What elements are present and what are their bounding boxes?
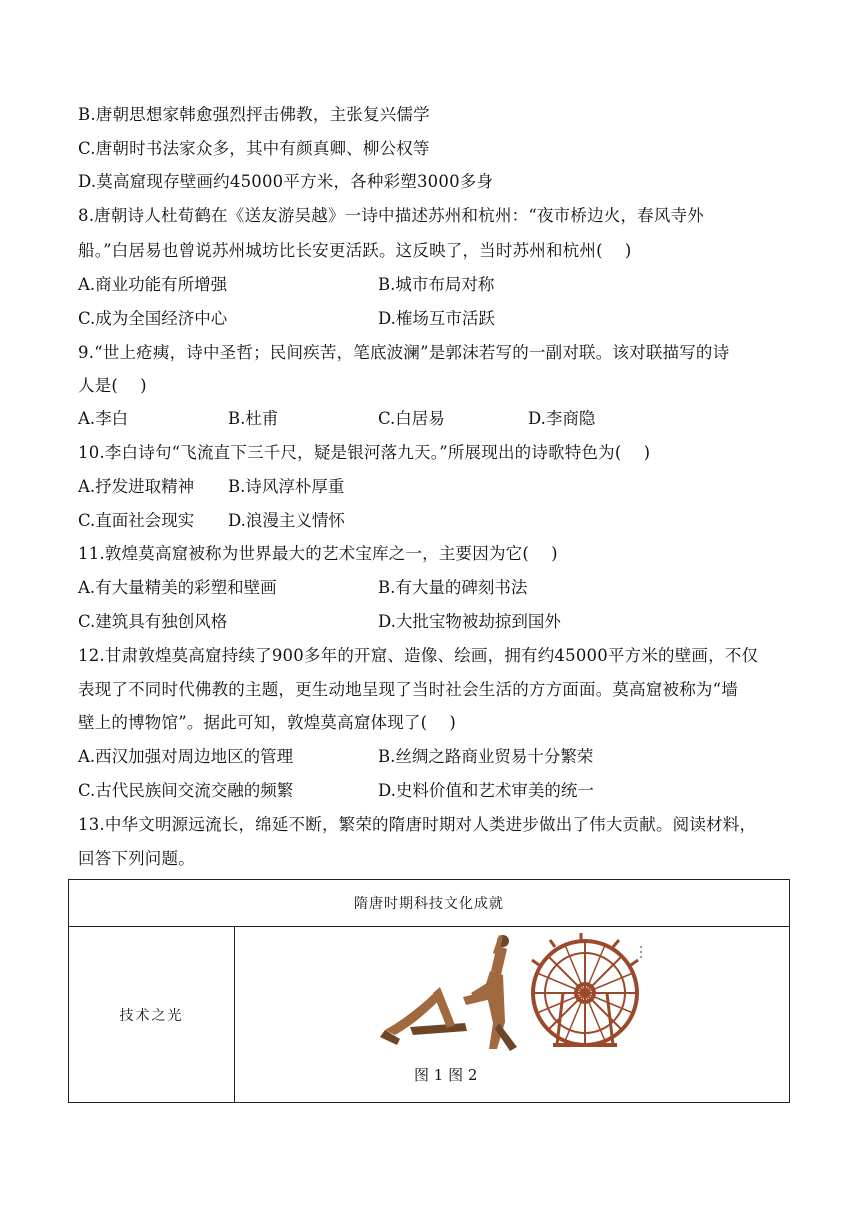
q10-stem: 10.李白诗句“飞流直下三千尺，疑是银河落九天。”所展现出的诗歌特色为( ) [78,443,651,462]
q13-stem-line1: 13.中华文明源远流长，绵延不断，繁荣的隋唐时期对人类进步做出了伟大贡献。阅读材料， [78,815,757,834]
q12-stem-line3: 壁上的博物馆”。据此可知，敦煌莫高窟体现了( ) [78,713,457,732]
q9-option-a: A.李白 [78,409,129,428]
plow-figure [380,987,500,1045]
q11-option-b: B.有大量的碑刻书法 [378,578,528,597]
q8-option-c: C.成为全国经济中心 [78,309,228,328]
q12-stem-line1: 12.甘肃敦煌莫高窟持续了900多年的开窟、造像、绘画，拥有约45000平方米的壁画，不仅 [78,646,759,665]
q11-stem: 11.敦煌莫高窟被称为世界最大的艺术宝库之一，主要因为它( ) [78,544,558,563]
q10-option-d: D.浪漫主义情怀 [228,511,345,530]
q12-stem-line2: 表现了不同时代佛教的主题，更生动地呈现了当时社会生活的方方面面。莫高窟被称为“墙 [78,680,738,699]
q8-option-a: A.商业功能有所增强 [78,275,228,294]
q11-option-a: A.有大量精美的彩塑和壁画 [78,578,277,597]
q8-stem-line2: 船。”白居易也曾说苏州城坊比长安更活跃。这反映了，当时苏州和杭州( ) [78,241,632,260]
q12-option-a: A.西汉加强对周边地区的管理 [78,747,294,766]
q12-option-d: D.史料价值和艺术审美的统一 [378,781,594,800]
q11-option-c: C.建筑具有独创风格 [78,612,228,631]
q8-option-b: B.城市布局对称 [378,275,495,294]
dot-marks [640,946,642,958]
q8-stem-line1: 8.唐朝诗人杜荀鹤在《送友游吴越》一诗中描述苏州和杭州：“夜市桥边火，春风寺外 [78,206,704,225]
q10-option-a: A.抒发进取精神 [78,477,195,496]
q7-option-d: D.莫高窟现存壁画约45000平方米，各种彩塑3000多身 [78,172,494,191]
q12-option-c: C.古代民族间交流交融的频繁 [78,781,294,800]
q9-option-c: C.白居易 [378,409,445,428]
q11-option-d: D.大批宝物被劫掠到国外 [378,612,561,631]
figures-illustration [235,927,789,1102]
table-header: 隋唐时期科技文化成就 [69,880,789,927]
waterwheel-figure [532,933,638,1045]
q12-option-b: B.丝绸之路商业贸易十分繁荣 [378,747,594,766]
q9-option-b: B.杜甫 [228,409,279,428]
figure-caption: 图 1 图 2 [414,1066,478,1084]
q10-option-c: C.直面社会现实 [78,511,195,530]
table-figure-cell [235,927,789,1102]
q10-option-b: B.诗风淳朴厚重 [228,477,345,496]
q13-stem-line2: 回答下列问题。 [78,849,195,868]
table-row-label: 技术之光 [69,927,235,1102]
q7-option-b: B.唐朝思想家韩愈强烈抨击佛教，主张复兴儒学 [78,105,430,124]
q8-option-d: D.榷场互市活跃 [378,309,495,328]
q9-stem-line1: 9.“世上疮痍，诗中圣哲；民间疾苦，笔底波澜”是郭沫若写的一副对联。该对联描写的诗 [78,343,730,362]
q9-stem-line2: 人是( ) [78,376,147,395]
q9-option-d: D.李商隐 [528,409,596,428]
q7-option-c: C.唐朝时书法家众多，其中有颜真卿、柳公权等 [78,139,430,158]
farmer-figure [471,935,517,1051]
